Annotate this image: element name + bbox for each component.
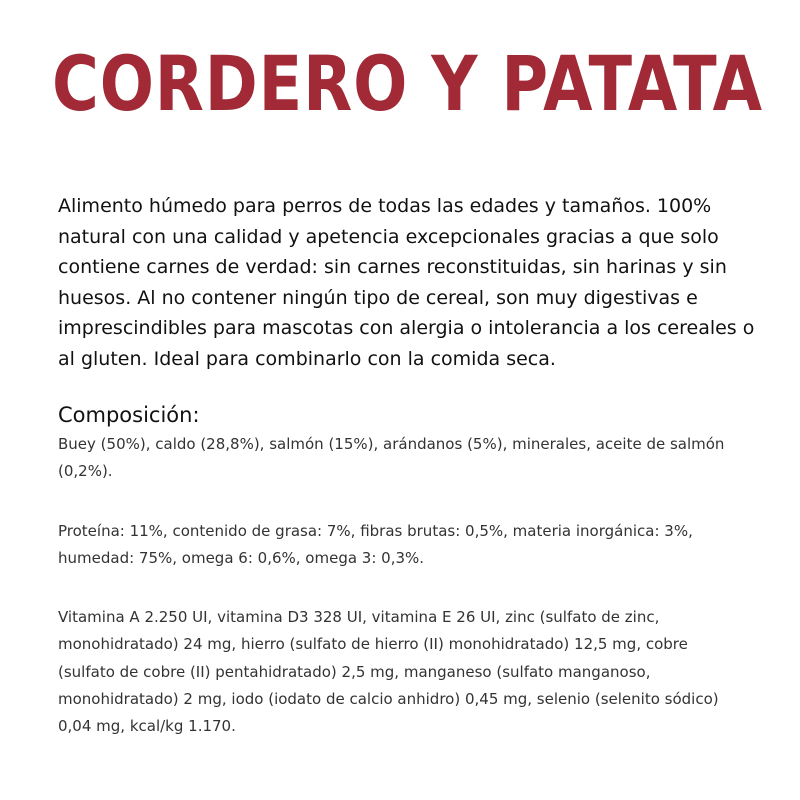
composition-analysis: Proteína: 11%, contenido de grasa: 7%, fibras brutas: 0,5%, materia inorgánica: 3%, humedad: 75%, omega 6: 0,6%, omega 3: 0,3%. [58, 522, 693, 568]
composition-ingredients: Buey (50%), caldo (28,8%), salmón (15%), arándanos (5%), minerales, aceite de salmón (0,2%). [58, 435, 725, 481]
product-description: Alimento húmedo para perros de todas las edades y tamaños. 100% natural con una calidad y apetencia excepcionales gracias a que solo contiene carnes de verdad: sin carnes reconstituidas, sin harinas y sin huesos. Al no contener ningún tipo de cereal, son muy digestivas e imprescindibles para mascotas con alergia o intolerancia a los cereales o al gluten. Ideal para combinarlo con la comida seca. [58, 195, 755, 370]
product-title: CORDERO Y PATATA [52, 39, 763, 128]
composition-heading: Composición: [58, 403, 200, 427]
composition-additives: Vitamina A 2.250 UI, vitamina D3 328 UI, vitamina E 26 UI, zinc (sulfato de zinc, monohidratado) 24 mg, hierro (sulfato de hierro (II) monohidratado) 12,5 mg, cobre (sulfato de cobre (II) pentahidratado) 2,5 mg, manganeso (sulfato manganoso, monohidratado) 2 mg, iodo (iodato de calcio anhidro) 0,45 mg, selenio (selenito sódico) 0,04 mg, kcal/kg 1.170. [58, 608, 719, 736]
